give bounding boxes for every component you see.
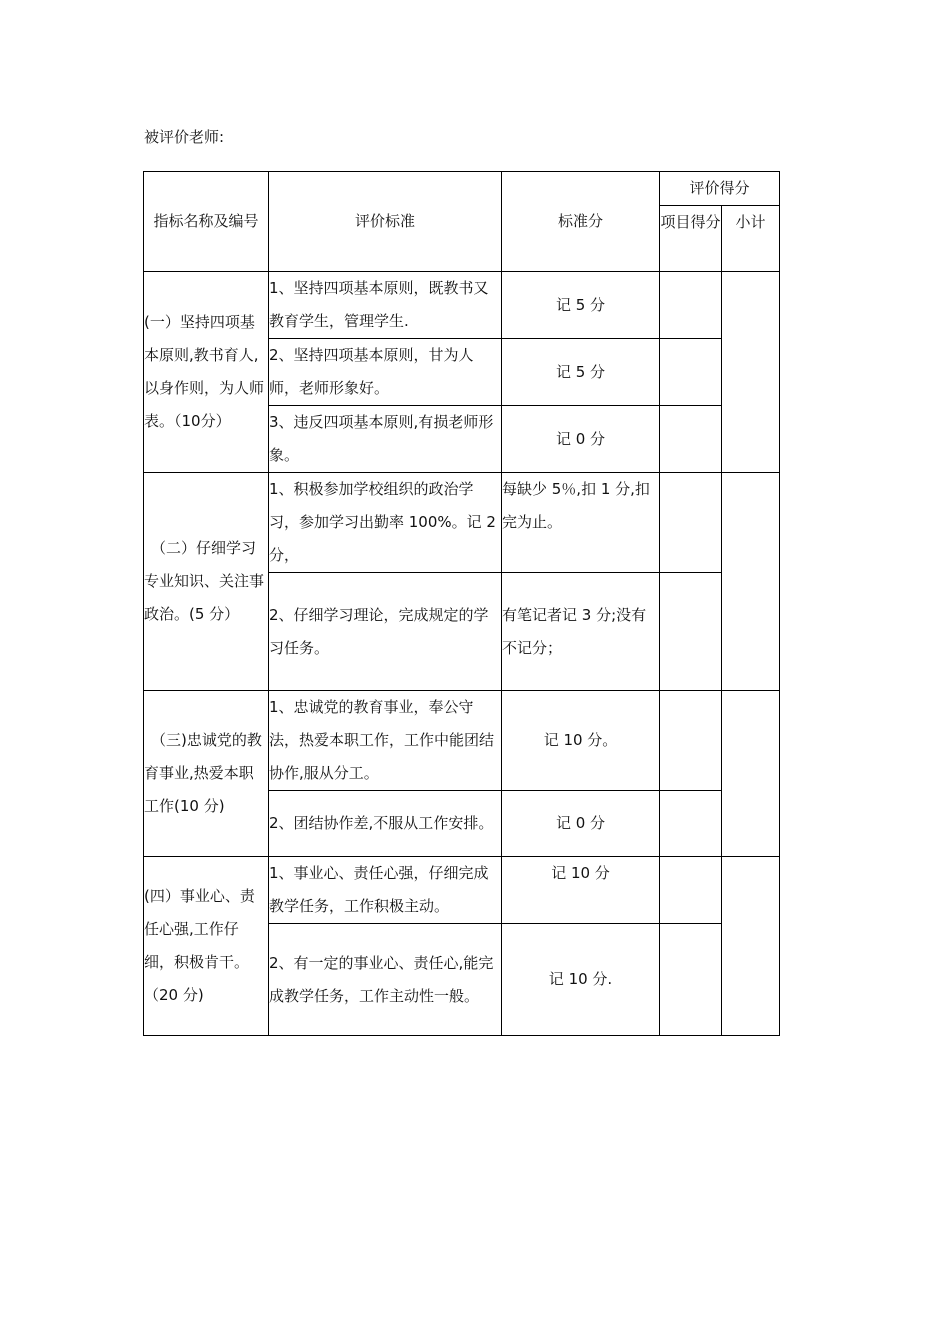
section-1-standard-1: 记 5 分 — [502, 272, 660, 339]
section-3-item-score-1[interactable] — [660, 691, 722, 791]
section-1-item-score-2[interactable] — [660, 339, 722, 406]
section-3-name: （三)忠诚党的教育事业,热爱本职工作(10 分) — [144, 691, 269, 857]
section-1-subtotal[interactable] — [722, 272, 780, 473]
header-item-score: 项目得分 — [660, 206, 722, 272]
teacher-label: 被评价老师: — [144, 128, 225, 146]
section-2-subtotal[interactable] — [722, 473, 780, 691]
section-2-item-score-1[interactable] — [660, 473, 722, 573]
header-standard: 标准分 — [502, 172, 660, 272]
section-1-standard-3: 记 0 分 — [502, 406, 660, 473]
section-4-subtotal[interactable] — [722, 857, 780, 1036]
section-3-criteria-1: 1、忠诚党的教育事业，奉公守法，热爱本职工作，工作中能团结协作,服从分工。 — [269, 691, 502, 791]
section-4-standard-2: 记 10 分. — [502, 924, 660, 1036]
header-score-group: 评价得分 — [660, 172, 780, 206]
section-4-criteria-2: 2、有一定的事业心、责任心,能完成教学任务，工作主动性一般。 — [269, 924, 502, 1036]
section-2-criteria-2: 2、仔细学习理论，完成规定的学习任务。 — [269, 573, 502, 691]
section-4-criteria-1: 1、事业心、责任心强，仔细完成教学任务，工作积极主动。 — [269, 857, 502, 924]
section-1-item-score-3[interactable] — [660, 406, 722, 473]
section-1-criteria-3: 3、违反四项基本原则,有损老师形象。 — [269, 406, 502, 473]
section-4-standard-1: 记 10 分 — [502, 857, 660, 924]
header-subtotal: 小计 — [722, 206, 780, 272]
section-1-standard-2: 记 5 分 — [502, 339, 660, 406]
section-1-name: (一）坚持四项基本原则,教书育人,以身作则，为人师表。（10分） — [144, 272, 269, 473]
section-2-standard-2: 有笔记者记 3 分;没有不记分； — [502, 573, 660, 691]
section-3-criteria-2: 2、团结协作差,不服从工作安排。 — [269, 791, 502, 857]
section-4-item-score-1[interactable] — [660, 857, 722, 924]
section-2-criteria-1: 1、积极参加学校组织的政治学习，参加学习出勤率 100%。记 2 分， — [269, 473, 502, 573]
section-2-standard-1: 每缺少 5％,扣 1 分,扣完为止。 — [502, 473, 660, 573]
section-3-item-score-2[interactable] — [660, 791, 722, 857]
section-3-standard-2: 记 0 分 — [502, 791, 660, 857]
section-1-criteria-1: 1、坚持四项基本原则，既教书又教育学生，管理学生. — [269, 272, 502, 339]
header-indicator: 指标名称及编号 — [144, 172, 269, 272]
section-2-name: （二）仔细学习专业知识、关注事政治。(5 分） — [144, 473, 269, 691]
section-1-item-score-1[interactable] — [660, 272, 722, 339]
section-1-criteria-2: 2、坚持四项基本原则，甘为人师，老师形象好。 — [269, 339, 502, 406]
section-2-item-score-2[interactable] — [660, 573, 722, 691]
section-4-name: (四）事业心、责任心强,工作仔细，积极肯干。（20 分) — [144, 857, 269, 1036]
section-3-standard-1: 记 10 分。 — [502, 691, 660, 791]
section-3-subtotal[interactable] — [722, 691, 780, 857]
section-4-item-score-2[interactable] — [660, 924, 722, 1036]
header-criteria: 评价标准 — [269, 172, 502, 272]
evaluation-table — [143, 171, 780, 1036]
